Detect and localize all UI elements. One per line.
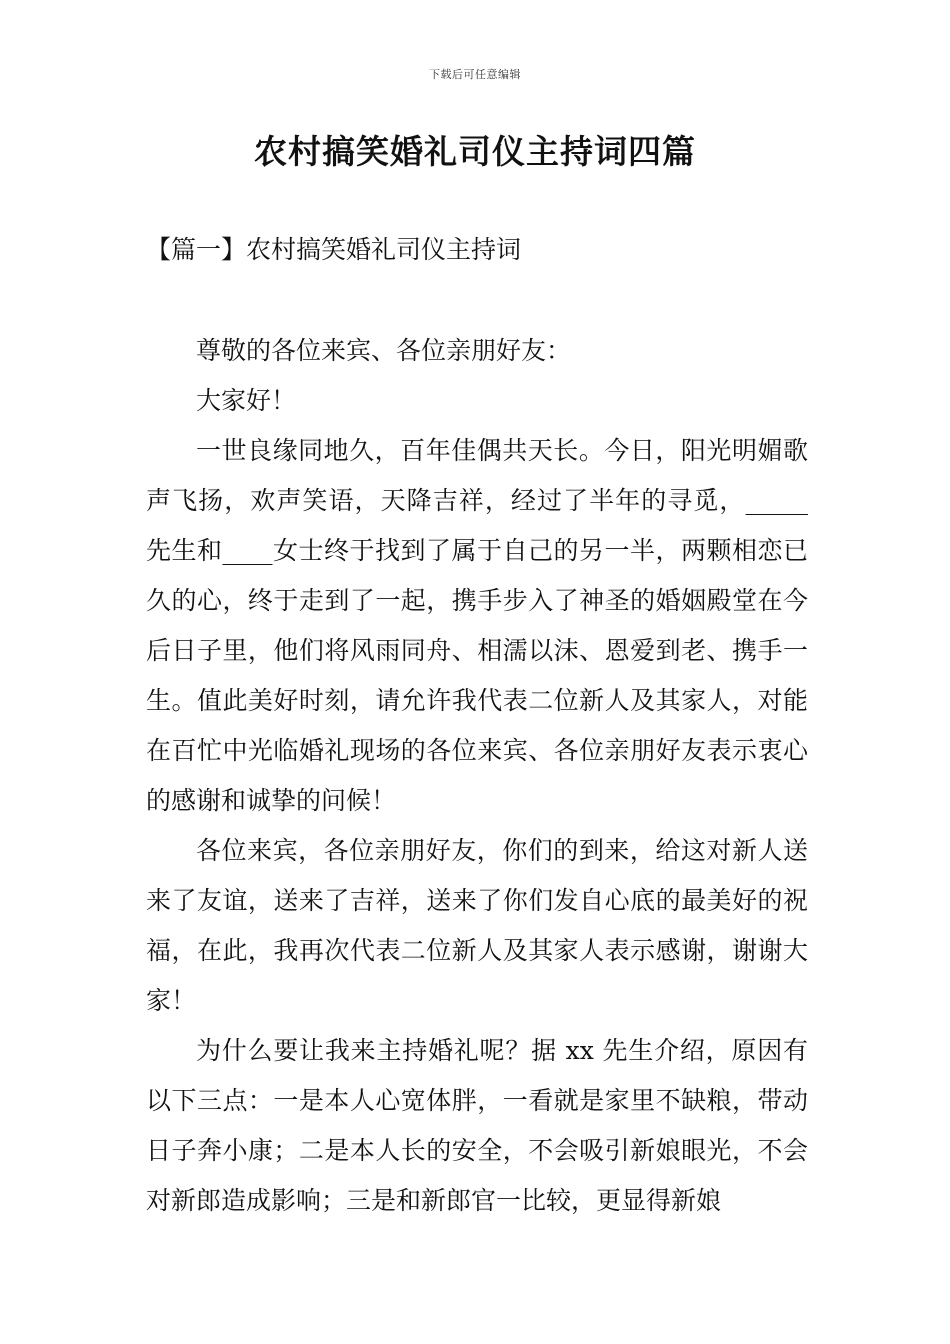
header-note: 下载后可任意编辑 bbox=[429, 68, 521, 81]
paragraph-opening: 一世良缘同地久，百年佳偶共天长。今日，阳光明媚歌声飞扬，欢声笑语，天降吉祥，经过了半年的寻觅，_____先生和____女士终于找到了属于自己的另一半，两颗相恋已久的心，终于走到了一起，携手步入了神圣的婚姻殿堂在今后日子里，他们将风雨同舟、相濡以沫、恩爱到老、携手一生。值此美好时刻，请允许我代表二位新人及其家人，对能在百忙中光临婚礼现场的各位来宾、各位亲朋好友表示衷心的感谢和诚挚的问候！ bbox=[146, 436, 808, 815]
paragraph-greeting-guests: 尊敬的各位来宾、各位亲朋好友： bbox=[196, 336, 572, 365]
paragraph-greeting-all: 大家好！ bbox=[196, 386, 297, 415]
paragraph-thanks: 各位来宾，各位亲朋好友，你们的到来，给这对新人送来了友谊，送来了吉祥，送来了你们发自心底的最美好的祝福，在此，我再次代表二位新人及其家人表示感谢，谢谢大家！ bbox=[146, 836, 808, 1015]
paragraph-reasons: 为什么要让我来主持婚礼呢？据 xx 先生介绍，原因有以下三点：一是本人心宽体胖，一看就是家里不缺粮，带动日子奔小康；二是本人长的安全，不会吸引新娘眼光，不会对新郎造成影响；三是和新郎官一比较，更显得新娘 bbox=[146, 1036, 808, 1215]
section-heading: 【篇一】农村搞笑婚礼司仪主持词 bbox=[146, 235, 522, 264]
document-title: 农村搞笑婚礼司仪主持词四篇 bbox=[254, 132, 696, 171]
document-body bbox=[146, 326, 808, 1226]
